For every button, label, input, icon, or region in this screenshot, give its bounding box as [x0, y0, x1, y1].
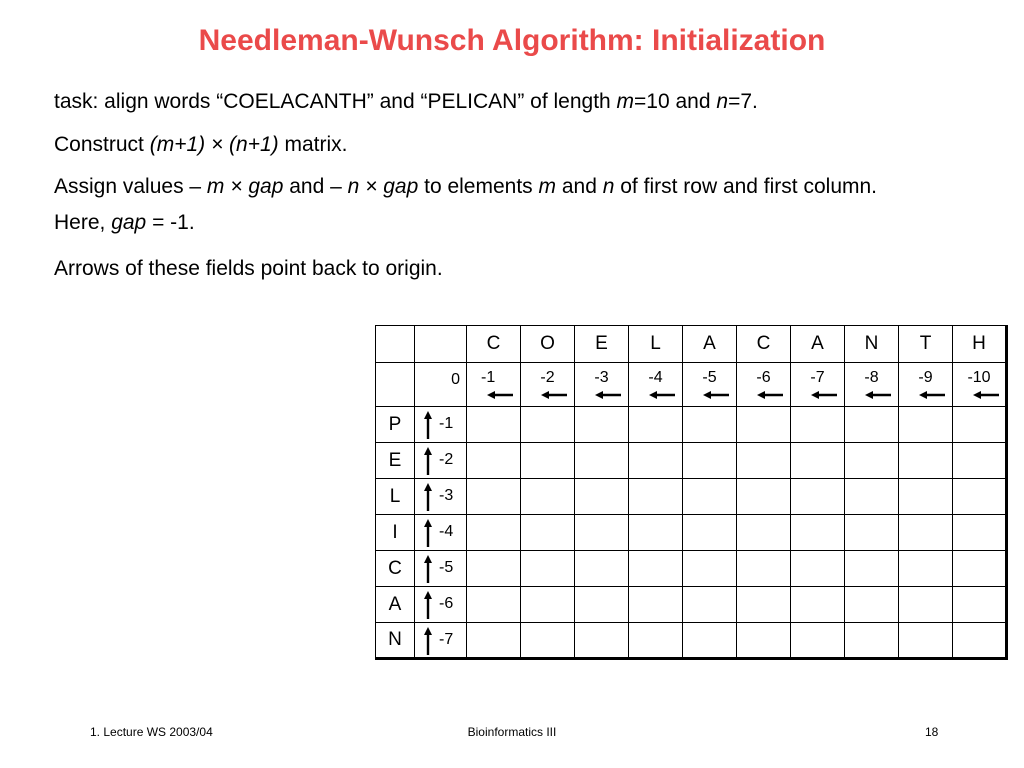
matrix-header-row	[376, 326, 1007, 363]
up-arrow-icon	[424, 411, 432, 439]
empty-matrix-cell	[467, 623, 521, 659]
task-text-part: =10 and	[634, 90, 717, 113]
first-row-cell	[575, 363, 629, 407]
row-letter: P	[376, 407, 415, 443]
empty-matrix-cell	[737, 587, 791, 623]
empty-matrix-cell	[899, 551, 953, 587]
first-row-cell	[467, 363, 521, 407]
column-letter: C	[467, 326, 521, 363]
left-arrow-icon	[595, 391, 621, 399]
empty-matrix-cell	[629, 443, 683, 479]
empty-matrix-cell	[899, 515, 953, 551]
left-arrow-icon	[811, 391, 837, 399]
empty-matrix-cell	[791, 479, 845, 515]
empty-matrix-cell	[467, 479, 521, 515]
matrix-row	[376, 515, 1007, 551]
task-text-part: task: align words “COELACANTH” and “PELICAN” of length	[54, 90, 617, 113]
first-row-cell	[629, 363, 683, 407]
assign-text-part: of first row and first column. Here,	[54, 175, 878, 234]
empty-matrix-cell	[737, 551, 791, 587]
empty-matrix-cell	[467, 515, 521, 551]
empty-matrix-cell	[467, 407, 521, 443]
empty-matrix-cell	[683, 623, 737, 659]
row-letter: L	[376, 479, 415, 515]
empty-matrix-cell	[845, 587, 899, 623]
left-arrow-icon	[541, 391, 567, 399]
first-row-cell	[845, 363, 899, 407]
matrix-row	[376, 623, 1007, 659]
empty-matrix-cell	[575, 623, 629, 659]
first-row-cell	[791, 363, 845, 407]
empty-matrix-cell	[737, 479, 791, 515]
assign-text-part: = -1.	[146, 211, 195, 234]
empty-matrix-cell	[629, 623, 683, 659]
left-arrow-icon	[757, 391, 783, 399]
column-letter: L	[629, 326, 683, 363]
empty-matrix-cell	[899, 407, 953, 443]
empty-matrix-cell	[521, 443, 575, 479]
first-col-cell	[415, 407, 467, 443]
matrix-corner-cell	[376, 363, 415, 407]
empty-matrix-cell	[791, 623, 845, 659]
column-letter: T	[899, 326, 953, 363]
empty-matrix-cell	[521, 407, 575, 443]
alignment-matrix	[375, 325, 1008, 660]
empty-matrix-cell	[791, 515, 845, 551]
empty-matrix-cell	[575, 443, 629, 479]
first-row-value: -3	[594, 369, 609, 386]
footer-page-number: 18	[925, 725, 939, 739]
column-letter: O	[521, 326, 575, 363]
var-m: m	[538, 175, 557, 198]
matrix-corner-cell	[415, 326, 467, 363]
assign-text	[54, 169, 934, 241]
empty-matrix-cell	[629, 479, 683, 515]
column-letter: C	[737, 326, 791, 363]
empty-matrix-cell	[737, 407, 791, 443]
empty-matrix-cell	[791, 551, 845, 587]
empty-matrix-cell	[953, 551, 1007, 587]
empty-matrix-cell	[737, 515, 791, 551]
empty-matrix-cell	[467, 587, 521, 623]
row-letter: E	[376, 443, 415, 479]
n-gap-formula: n × gap	[347, 175, 419, 198]
first-col-value: -5	[439, 559, 454, 576]
empty-matrix-cell	[629, 407, 683, 443]
first-col-value: -7	[439, 631, 454, 648]
empty-matrix-cell	[629, 551, 683, 587]
first-col-cell	[415, 623, 467, 659]
first-row-value: -2	[540, 369, 555, 386]
left-arrow-icon	[649, 391, 675, 399]
empty-matrix-cell	[683, 443, 737, 479]
empty-matrix-cell	[791, 587, 845, 623]
empty-matrix-cell	[953, 587, 1007, 623]
first-col-value: -1	[439, 415, 454, 432]
left-arrow-icon	[919, 391, 945, 399]
matrix-init-row	[376, 363, 1007, 407]
up-arrow-icon	[424, 519, 432, 547]
matrix-row	[376, 443, 1007, 479]
construct-text-part: Construct	[54, 133, 150, 156]
arrows-text: Arrows of these fields point back to origin.	[54, 257, 443, 280]
first-col-value: -3	[439, 487, 454, 504]
first-col-cell	[415, 551, 467, 587]
construct-text-part: matrix.	[278, 133, 348, 156]
empty-matrix-cell	[737, 443, 791, 479]
slide-title: Needleman-Wunsch Algorithm: Initialization	[198, 24, 826, 57]
assign-text-part: and –	[283, 175, 348, 198]
assign-text-part: to elements	[418, 175, 539, 198]
empty-matrix-cell	[845, 479, 899, 515]
matrix-row	[376, 479, 1007, 515]
empty-matrix-cell	[845, 515, 899, 551]
var-n: n	[602, 175, 615, 198]
empty-matrix-cell	[791, 443, 845, 479]
empty-matrix-cell	[683, 479, 737, 515]
row-letter: N	[376, 623, 415, 659]
empty-matrix-cell	[845, 551, 899, 587]
empty-matrix-cell	[953, 515, 1007, 551]
empty-matrix-cell	[845, 407, 899, 443]
empty-matrix-cell	[575, 515, 629, 551]
empty-matrix-cell	[629, 515, 683, 551]
first-row-value: -5	[702, 369, 717, 386]
up-arrow-icon	[424, 555, 432, 583]
construct-text	[54, 127, 348, 163]
first-row-cell	[683, 363, 737, 407]
origin-cell	[415, 363, 467, 407]
empty-matrix-cell	[467, 443, 521, 479]
empty-matrix-cell	[953, 443, 1007, 479]
first-row-value: -4	[648, 369, 663, 386]
empty-matrix-cell	[467, 551, 521, 587]
column-letter: H	[953, 326, 1007, 363]
first-row-value: -1	[481, 369, 496, 386]
column-letter: A	[683, 326, 737, 363]
task-text-part: =7.	[728, 90, 758, 113]
empty-matrix-cell	[899, 479, 953, 515]
matrix-corner-cell	[376, 326, 415, 363]
first-row-cell	[737, 363, 791, 407]
column-letter: E	[575, 326, 629, 363]
up-arrow-icon	[424, 483, 432, 511]
first-col-cell	[415, 587, 467, 623]
empty-matrix-cell	[521, 551, 575, 587]
first-row-cell	[899, 363, 953, 407]
left-arrow-icon	[973, 391, 999, 399]
row-letter: A	[376, 587, 415, 623]
empty-matrix-cell	[845, 443, 899, 479]
empty-matrix-cell	[683, 407, 737, 443]
empty-matrix-cell	[521, 623, 575, 659]
first-col-value: -4	[439, 523, 454, 540]
empty-matrix-cell	[575, 407, 629, 443]
row-letter: C	[376, 551, 415, 587]
matrix-row	[376, 587, 1007, 623]
empty-matrix-cell	[575, 479, 629, 515]
up-arrow-icon	[424, 627, 432, 655]
first-row-value: -8	[864, 369, 879, 386]
footer-lecture: 1. Lecture WS 2003/04	[90, 725, 213, 739]
first-row-value: -9	[918, 369, 933, 386]
origin-value: 0	[451, 371, 460, 388]
empty-matrix-cell	[791, 407, 845, 443]
first-col-cell	[415, 443, 467, 479]
up-arrow-icon	[424, 447, 432, 475]
empty-matrix-cell	[953, 623, 1007, 659]
task-text	[54, 84, 758, 120]
left-arrow-icon	[865, 391, 891, 399]
left-arrow-icon	[703, 391, 729, 399]
empty-matrix-cell	[737, 623, 791, 659]
row-letter: I	[376, 515, 415, 551]
first-row-value: -6	[756, 369, 771, 386]
first-col-value: -6	[439, 595, 454, 612]
var-gap: gap	[111, 211, 147, 234]
matrix-row	[376, 407, 1007, 443]
empty-matrix-cell	[899, 623, 953, 659]
empty-matrix-cell	[575, 587, 629, 623]
first-row-value: -7	[810, 369, 825, 386]
assign-text-part: and	[556, 175, 603, 198]
empty-matrix-cell	[575, 551, 629, 587]
empty-matrix-cell	[953, 407, 1007, 443]
empty-matrix-cell	[629, 587, 683, 623]
first-col-cell	[415, 515, 467, 551]
column-letter: N	[845, 326, 899, 363]
var-n: n	[716, 90, 729, 113]
first-col-value: -2	[439, 451, 454, 468]
first-row-value: -10	[967, 369, 991, 386]
m-gap-formula: m × gap	[206, 175, 284, 198]
empty-matrix-cell	[683, 551, 737, 587]
empty-matrix-cell	[953, 479, 1007, 515]
column-letter: A	[791, 326, 845, 363]
empty-matrix-cell	[521, 479, 575, 515]
matrix-size-formula: (m+1) × (n+1)	[149, 133, 279, 156]
assign-text-part: Assign values –	[54, 175, 207, 198]
empty-matrix-cell	[899, 443, 953, 479]
matrix-row	[376, 551, 1007, 587]
empty-matrix-cell	[845, 623, 899, 659]
empty-matrix-cell	[521, 515, 575, 551]
footer-course: Bioinformatics III	[467, 725, 557, 739]
first-row-cell	[521, 363, 575, 407]
up-arrow-icon	[424, 591, 432, 619]
empty-matrix-cell	[683, 515, 737, 551]
first-row-cell	[953, 363, 1007, 407]
empty-matrix-cell	[683, 587, 737, 623]
empty-matrix-cell	[521, 587, 575, 623]
left-arrow-icon	[487, 391, 513, 399]
empty-matrix-cell	[899, 587, 953, 623]
first-col-cell	[415, 479, 467, 515]
var-m: m	[616, 90, 635, 113]
